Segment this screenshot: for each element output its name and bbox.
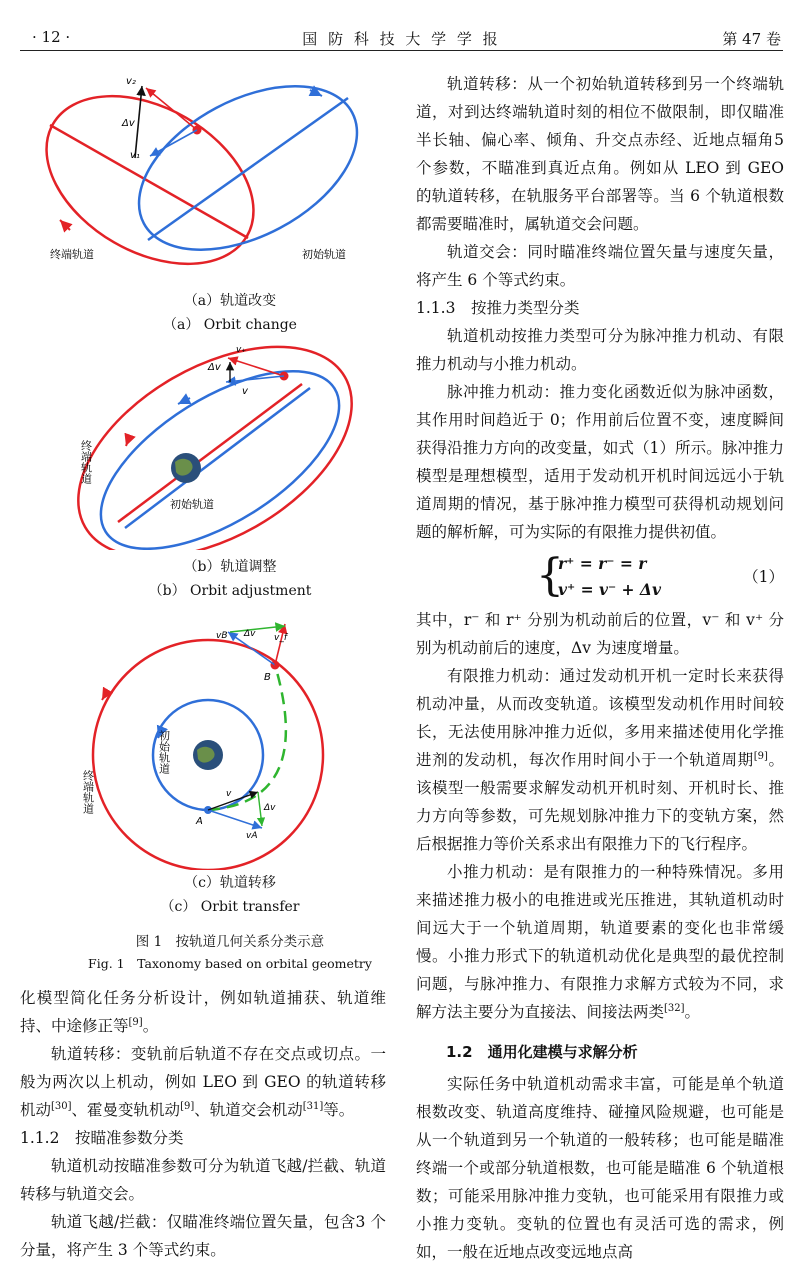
paragraph: 轨道机动按推力类型可分为脉冲推力机动、有限推力机动与小推力机动。 — [416, 327, 784, 373]
label-dv: Δv — [122, 118, 135, 129]
label-va: vA — [246, 831, 258, 841]
caption-c-en: （c） Orbit transfer — [160, 899, 300, 915]
page-header — [20, 22, 783, 51]
equation-number: （1） — [743, 568, 784, 586]
section-heading: 1.2 通用化建模与求解分析 — [446, 1043, 638, 1061]
label-v1: v₁ — [130, 150, 140, 161]
figure-caption-cn: 图 1 按轨道几何关系分类示意 — [135, 934, 325, 950]
transfer-orbit-arc — [208, 665, 286, 810]
figure-caption-en: Fig. 1 Taxonomy based on orbital geometry — [88, 956, 372, 971]
label-final-orbit: 终端轨道 — [50, 248, 94, 261]
label-dva: Δv — [264, 803, 276, 813]
caption-c-cn: （c）轨道转移 — [184, 875, 276, 891]
caption-b-en: （b） Orbit adjustment — [148, 583, 312, 599]
label-final-orbit: 终端轨道 — [81, 770, 95, 814]
label-b: B — [264, 672, 271, 683]
right-column-text — [416, 70, 784, 1266]
label-v2: v₂ — [126, 76, 136, 87]
label-v: v — [226, 789, 232, 799]
figure-b-orbit-adjustment — [30, 340, 410, 550]
page-number: · 12 · — [32, 28, 71, 46]
label-vb: vB — [216, 631, 228, 641]
equation-line-1: r⁺ = r⁻ = r — [558, 554, 647, 573]
paragraph: 有限推力机动：通过发动机开机一定时长来获得机动冲量，从而改变轨道。该模型发动机作用时间较长，无法使用脉冲推力近似，多用来描述使用化学推进剂的发动机，每次作用时间小于一个轨道周期[9]。该模型一般需要求解发动机开机时刻、开机时长、推力方向等参数，可先规划脉冲推力下的变轨方案，然后根据推力等价关系求出有限推力下的飞行程序。 — [416, 667, 784, 853]
paragraph: 轨道机动按瞄准参数可分为轨道飞越/拦截、轨道转移与轨道交会。 — [20, 1157, 386, 1203]
paragraph: 实际任务中轨道机动需求丰富，可能是单个轨道根数改变、轨道高度维持、碰撞风险规避，也可能是从一个轨道到另一个轨道的一般转移；也可能是瞄准终端一个或部分轨道根数，也可能是瞄准 6 个轨道根数；可能采用脉冲推力变轨，也可能采用有限推力或小推力变轨。变轨的位置也有灵活可选的需求，例如，一般在近地点改变远地点高 — [416, 1075, 784, 1261]
paragraph: 化模型简化任务分析设计，例如轨道捕获、轨道维持、中途修正等[9]。 — [20, 989, 386, 1035]
paragraph: 小推力机动：是有限推力的一种特殊情况。多用来描述推力极小的电推进或光压推进，其轨道机动时间远大于一个轨道周期，轨道要素的变化也非常缓慢。小推力形式下的轨道机动优化是典型的最优控制问题，与脉冲推力、有限推力求解方式较为不同，求解方法主要分为直接法、间接法两类[32]。 — [416, 863, 784, 1021]
volume-number: 第 47 卷 — [722, 30, 781, 48]
label-initial-orbit: 初始轨道 — [170, 498, 214, 511]
section-heading: 1.1.2 按瞄准参数分类 — [20, 1129, 184, 1147]
caption-b-cn: （b）轨道调整 — [183, 559, 277, 575]
label-dv: Δv — [208, 362, 221, 373]
caption-a-en: （a） Orbit change — [163, 317, 297, 333]
initial-orbit-axis — [148, 98, 348, 240]
paragraph: 轨道交会：同时瞄准终端位置矢量与速度矢量，将产生 6 个等式约束。 — [416, 243, 784, 289]
label-a: A — [196, 816, 203, 827]
equation-1: { r⁺ = r⁻ = r v⁺ = v⁻ + Δv （1） — [416, 550, 784, 604]
journal-title: 国 防 科 技 大 学 学 报 — [302, 30, 501, 48]
figure-a-orbit-change — [30, 70, 410, 290]
label-final-orbit: 终端轨道 — [79, 440, 93, 484]
left-column-text — [20, 984, 386, 1264]
label-v: v — [242, 386, 248, 397]
equation-line-2: v⁺ = v⁻ + Δv — [558, 580, 661, 599]
label-vf: v_f — [274, 633, 287, 643]
caption-a-cn: （a）轨道改变 — [183, 293, 277, 309]
paragraph: 轨道转移：从一个初始轨道转移到另一个终端轨道，对到达终端轨道时刻的相位不做限制，即仅瞄准半长轴、偏心率、倾角、升交点赤经、近地点辐角5 个参数，不瞄准到真近点角。例如从 LEO 到 GEO 的轨道转移，在轨服务平台部署等。当 6 个轨道根数都需要瞄准时，属轨道交会问题。 — [416, 75, 784, 233]
paragraph: 轨道飞越/拦截：仅瞄准终端位置矢量，包含3 个分量，将产生 3 个等式约束。 — [20, 1213, 386, 1259]
label-initial-orbit: 初始轨道 — [157, 730, 171, 774]
figure-c-orbit-transfer — [30, 610, 410, 870]
label-initial-orbit: 初始轨道 — [302, 248, 346, 261]
label-dvb: Δv — [244, 629, 256, 639]
label-v-top: v₊ — [236, 345, 247, 355]
section-heading: 1.1.3 按推力类型分类 — [416, 299, 580, 317]
paragraph: 轨道转移：变轨前后轨道不存在交点或切点。一般为两次以上机动，例如 LEO 到 GEO 的轨道转移机动[30]、霍曼变轨机动[9]、轨道交会机动[31]等。 — [20, 1045, 386, 1119]
paragraph: 其中，r⁻ 和 r⁺ 分别为机动前后的位置，v⁻ 和 v⁺ 分别为机动前后的速度，Δv 为速度增量。 — [416, 611, 784, 657]
paragraph: 脉冲推力机动：推力变化函数近似为脉冲函数，其作用时间趋近于 0；作用前后位置不变，速度瞬间获得沿推力方向的改变量，如式（1）所示。脉冲推力模型是理想模型，适用于发动机开机时间远远小于轨道周期的情况，基于脉冲推力模型可获得机动规划问题的解析解，可为实际的有限推力提供初值。 — [416, 383, 784, 541]
